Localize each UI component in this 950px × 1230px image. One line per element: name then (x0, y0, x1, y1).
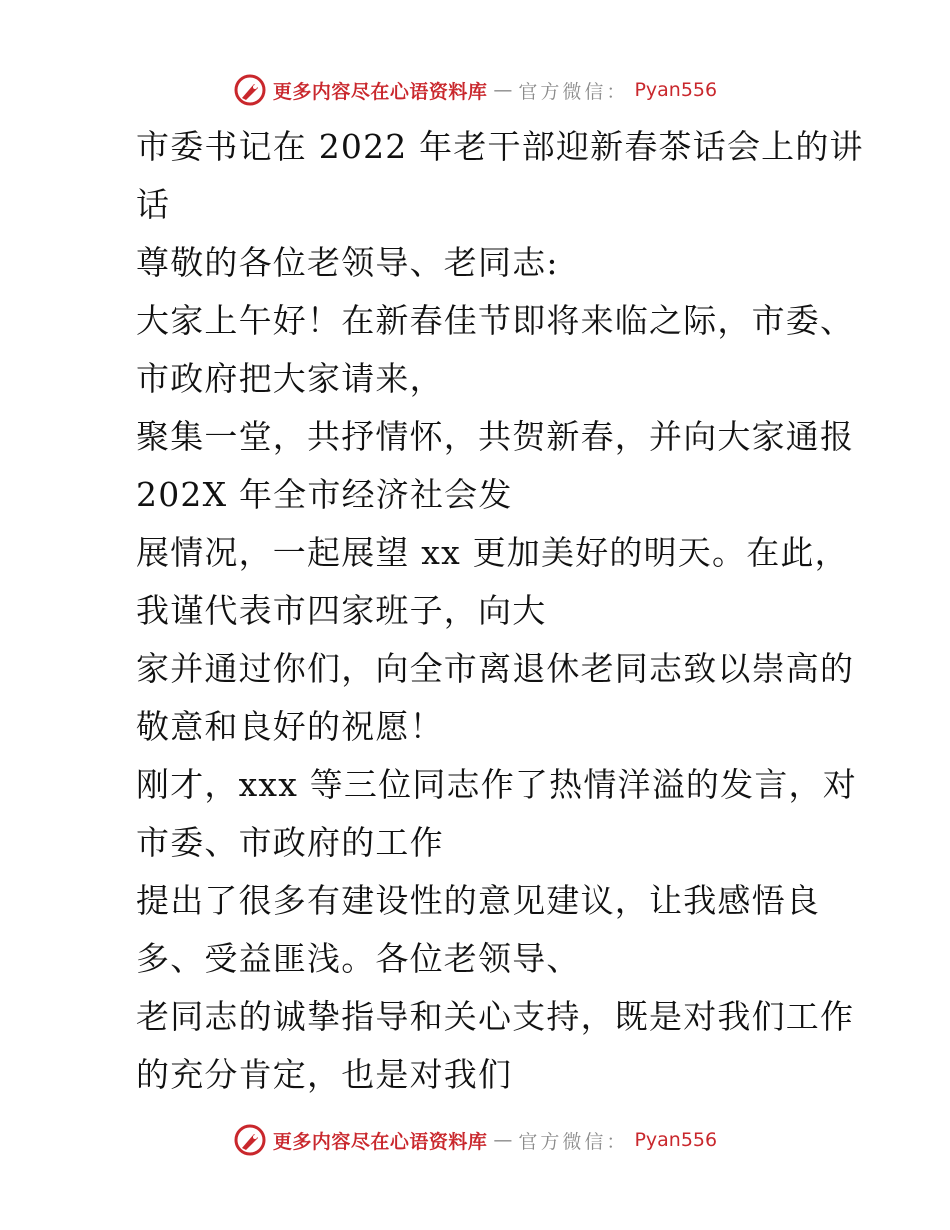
text-line: 聚集一堂，共抒情怀，共贺新春，并向大家通报 (136, 417, 855, 456)
watermark-footer (0, 1120, 950, 1160)
paragraph (98, 292, 858, 408)
watermark-wechat-id: Pyan556 (634, 79, 718, 101)
text-line: 尊敬的各位老领导、老同志: (136, 243, 559, 282)
paragraph (98, 408, 858, 524)
watermark-text: 更多内容尽在心语资料库 (272, 1130, 488, 1153)
text-line: 多、受益匪浅。各位老领导、 (136, 939, 581, 978)
paragraph (98, 234, 858, 292)
watermark-dash: — (493, 79, 513, 101)
text-line: 202X 年全市经济社会发 (136, 475, 513, 514)
paragraph (98, 640, 858, 756)
text-line: 市政府把大家请来， (136, 359, 444, 398)
text-line: 我谨代表市四家班子，向大 (136, 591, 547, 630)
text-line: 的充分肯定，也是对我们 (136, 1055, 513, 1094)
text-line: 老同志的诚挚指导和关心支持，既是对我们工作 (136, 997, 855, 1036)
text-line: 提出了很多有建设性的意见建议，让我感悟良 (136, 881, 820, 920)
watermark-wechat-label: 官方微信： (518, 1130, 629, 1153)
paragraph (98, 756, 858, 872)
paragraph (98, 524, 858, 640)
watermark-text: 更多内容尽在心语资料库 (272, 80, 488, 103)
watermark-dash: — (493, 1129, 513, 1151)
watermark-wechat-label: 官方微信： (518, 80, 629, 103)
text-line: 家并通过你们，向全市离退休老同志致以崇高的 (136, 649, 855, 688)
text-line: 话 (136, 185, 171, 224)
text-line: 展情况，一起展望 xx 更加美好的明天。在此， (136, 533, 849, 572)
text-line: 市委、市政府的工作 (136, 823, 444, 862)
pen-nib-circle-icon (233, 1123, 267, 1157)
pen-nib-circle-icon (233, 73, 267, 107)
paragraph (98, 872, 858, 988)
watermark-header (0, 70, 950, 110)
document-title (98, 118, 864, 234)
text-line: 刚才，xxx 等三位同志作了热情洋溢的发言，对 (136, 765, 857, 804)
watermark-wechat-id: Pyan556 (634, 1129, 718, 1151)
text-line: 大家上午好！在新春佳节即将来临之际，市委、 (136, 301, 855, 340)
paragraph (98, 988, 858, 1104)
document-body (98, 118, 864, 1104)
text-line: 敬意和良好的祝愿！ (136, 707, 444, 746)
text-line: 市委书记在 2022 年老干部迎新春茶话会上的讲 (136, 127, 864, 166)
